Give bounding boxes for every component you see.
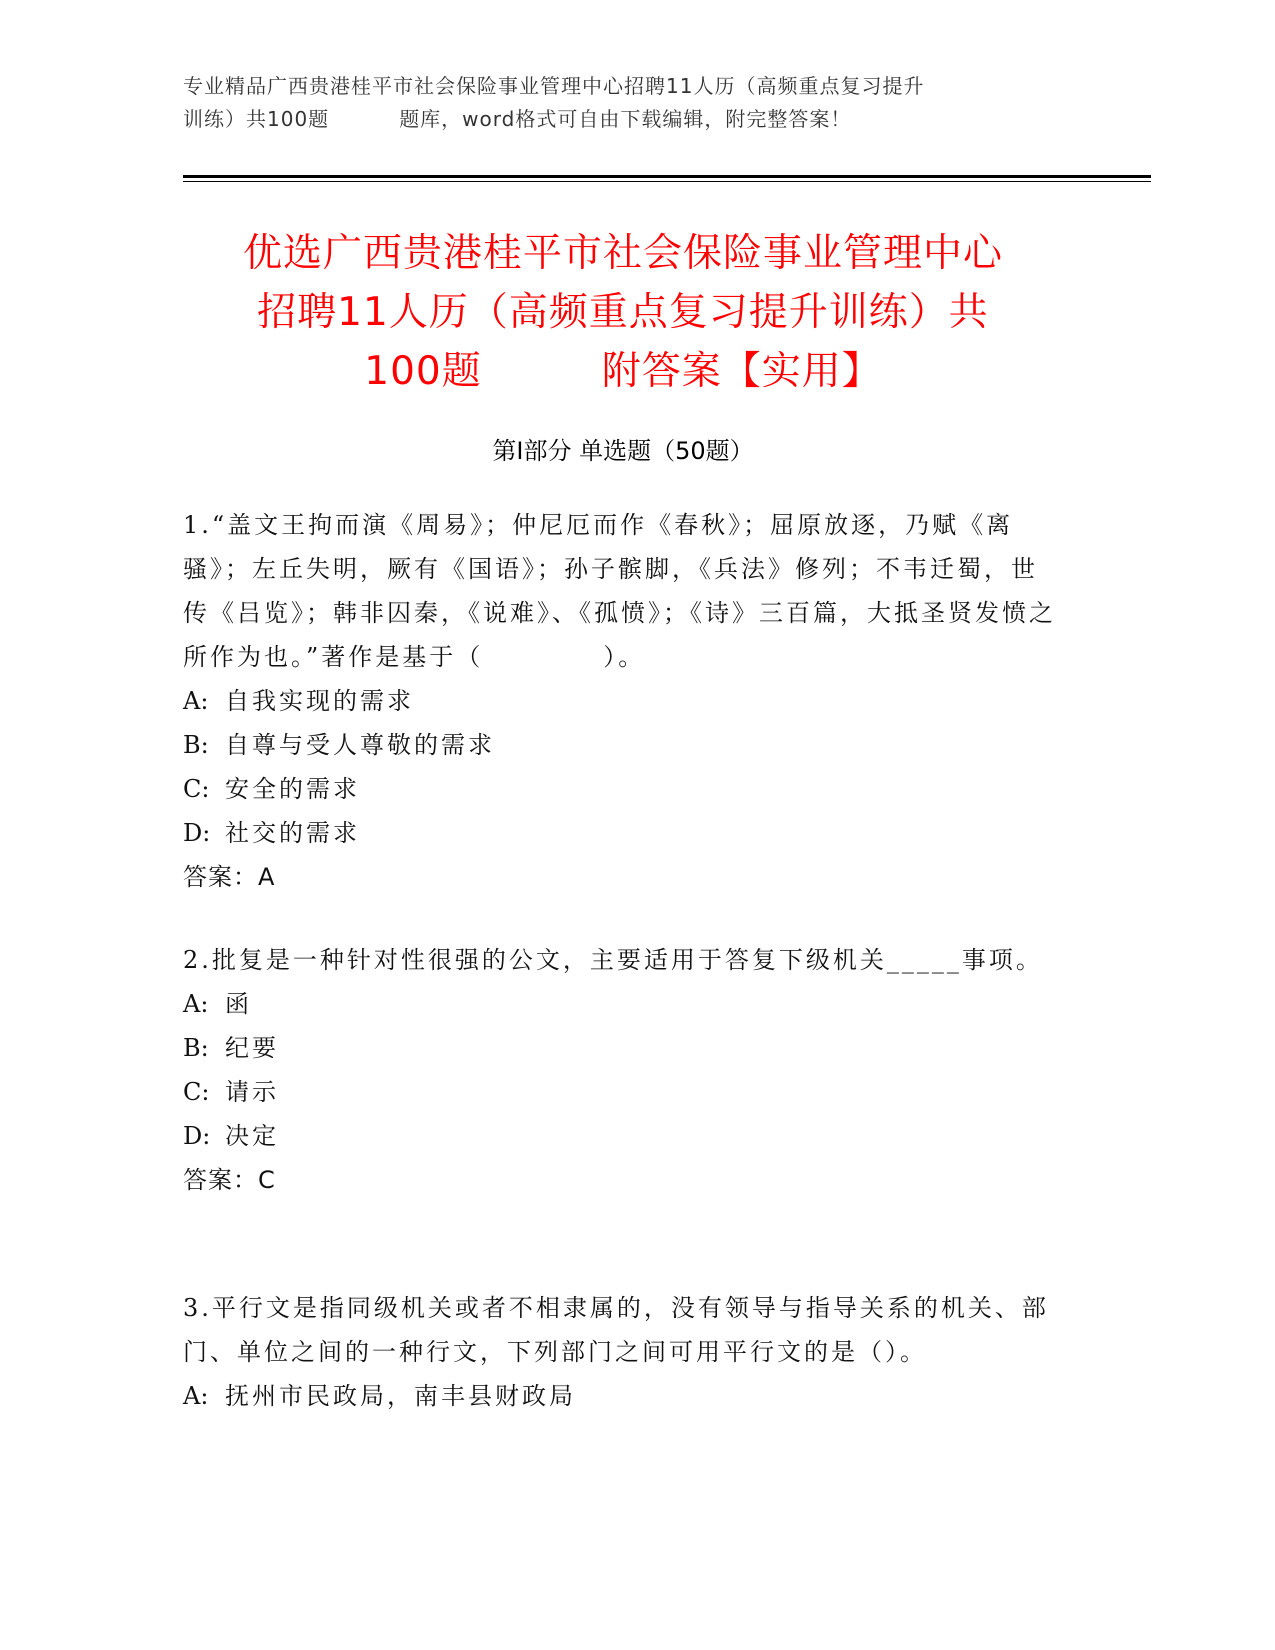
option-text: 抚州市民政局，南丰县财政局 (225, 1382, 576, 1410)
option-letter: D: (183, 819, 211, 847)
question-2 (183, 938, 1063, 1202)
question-text (183, 503, 1063, 679)
option-text: 函 (225, 990, 252, 1018)
option-letter: A: (183, 990, 209, 1018)
option-c (183, 767, 1063, 811)
question-text: 2.批复是一种针对性很强的公文，主要适用于答复下级机关_____事项。 (183, 946, 1043, 974)
question-1 (183, 503, 1063, 899)
header-line-2 (183, 103, 1063, 136)
option-a (183, 982, 1063, 1026)
option-text: 纪要 (225, 1034, 279, 1062)
option-letter: D: (183, 1122, 211, 1150)
document-header (183, 70, 1063, 136)
header-divider-thick (183, 175, 1151, 178)
option-letter: B: (183, 1034, 209, 1062)
header-divider-thin (183, 181, 1151, 182)
title-line-3 (183, 342, 1063, 401)
option-text: 安全的需求 (225, 775, 360, 803)
question-3 (183, 1286, 1063, 1418)
option-letter: C: (183, 1078, 210, 1106)
option-c (183, 1070, 1063, 1114)
option-a (183, 679, 1063, 723)
title-line-2: 招聘11人历（高频重点复习提升训练）共 (257, 290, 989, 335)
option-b (183, 723, 1063, 767)
option-letter: A: (183, 1382, 209, 1410)
section-heading: 第Ⅰ部分 单选题（50题） (492, 437, 754, 465)
option-text: 请示 (225, 1078, 279, 1106)
answer-line: 答案：A (183, 863, 276, 891)
option-text: 自尊与受人尊敬的需求 (225, 731, 495, 759)
title-line-1: 优选广西贵港桂平市社会保险事业管理中心 (242, 231, 1003, 276)
question-stem-end: ）。 (603, 643, 646, 671)
document-title (183, 224, 1063, 401)
header-line-2-right: 题库，word格式可自由下载编辑，附完整答案！ (399, 107, 852, 131)
title-line-3-left: 100题 (364, 349, 482, 394)
option-b (183, 1026, 1063, 1070)
option-d (183, 811, 1063, 855)
header-line-2-left: 训练）共100题 (183, 107, 330, 131)
title-line-3-right: 附答案【实用】 (601, 349, 882, 394)
header-line-1: 专业精品广西贵港桂平市社会保险事业管理中心招聘11人历（高频重点复习提升 (183, 74, 925, 98)
option-d (183, 1114, 1063, 1158)
option-text: 自我实现的需求 (225, 687, 414, 715)
option-letter: A: (183, 687, 209, 715)
answer-line: 答案：C (183, 1166, 276, 1194)
option-text: 社交的需求 (225, 819, 360, 847)
question-text: 3.平行文是指同级机关或者不相隶属的，没有领导与指导关系的机关、部门、单位之间的一种行文，下列部门之间可用平行文的是（）。 (183, 1294, 1049, 1366)
option-letter: C: (183, 775, 210, 803)
option-letter: B: (183, 731, 209, 759)
question-stem: 1.“盖文王拘而演《周易》；仲尼厄而作《春秋》；屈原放逐，乃赋《离骚》；左丘失明，厥有《国语》；孙子髌脚，《兵法》修列；不韦迁蜀，世传《吕览》；韩非囚秦，《说难》、《孤愤》；《诗》三百篇，大抵圣贤发愤之所作为也。”著作是基于（ (183, 511, 1056, 671)
option-a (183, 1374, 1063, 1418)
option-text: 决定 (225, 1122, 279, 1150)
